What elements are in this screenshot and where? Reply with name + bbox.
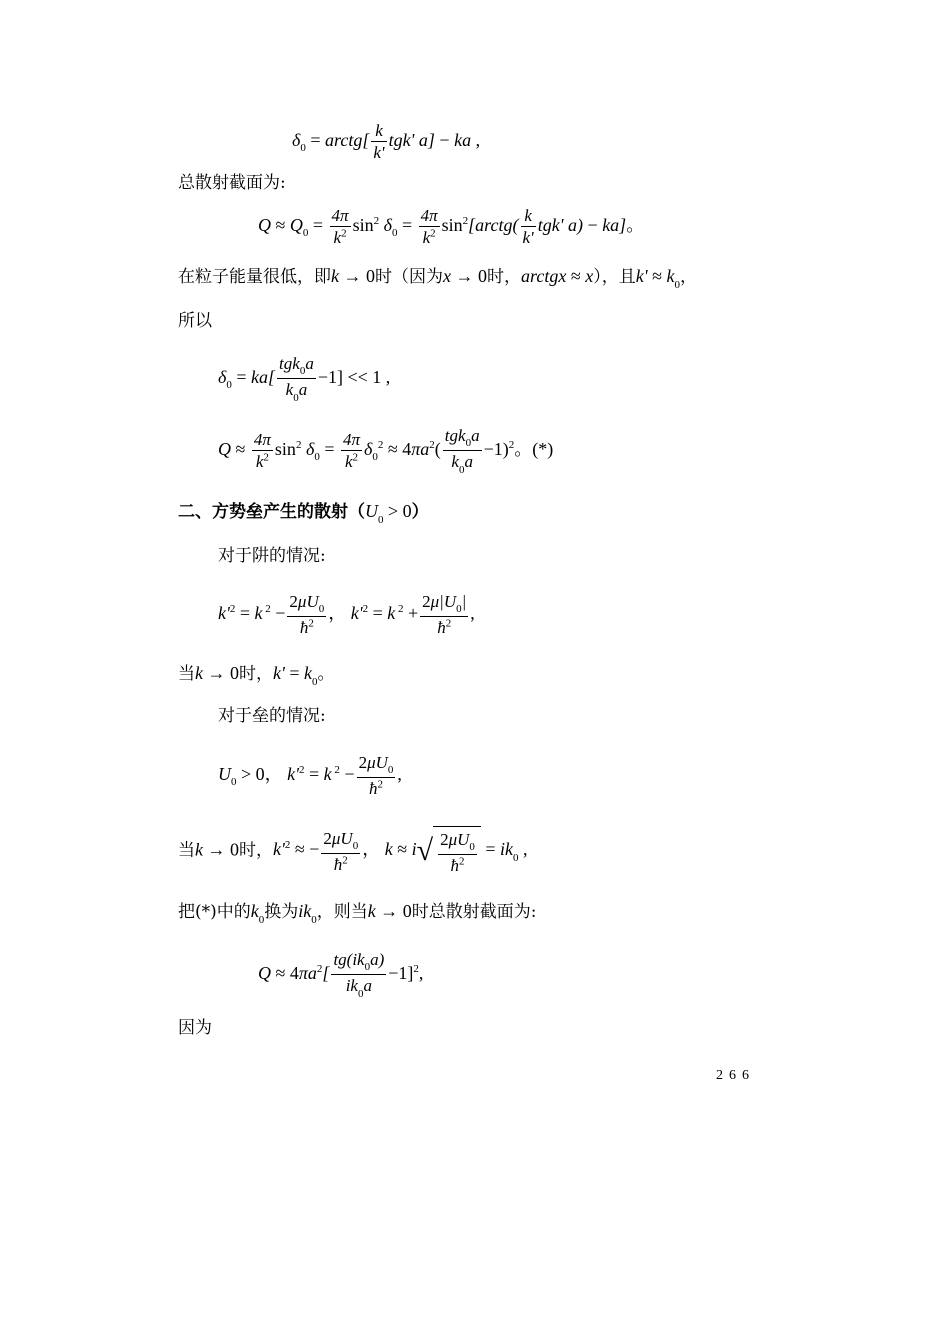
section2-heading-end: ） [411, 502, 429, 522]
equation-delta0-approx: $\delta_0 = ka$[ $\frac{tgk_0a}{k_0a}$ −1] << 1 , [218, 354, 391, 404]
equation-well-k: $k'^2 = k$ $^2$ − $\frac{2\mu U_0}{ħ^2}$ ， $k'^2 = k$ $^2$ + $\frac{2\mu|U_0|}{ħ^2}$ , [218, 592, 475, 638]
text-for-barrier: 对于垒的情况: [218, 706, 326, 726]
text-low-energy-mid1: 时（因为 [375, 267, 443, 287]
text-low-energy-mid2: 时， [487, 267, 521, 287]
text-replace-then: ，则当 [316, 902, 368, 922]
text-when-end-2: 时， [239, 840, 273, 861]
equation-q-barrier: $Q \approx 4\pi a^2$[ $\frac{tg(ik_0a)}{ik_0a}$ −1]$^2$, [258, 950, 424, 1000]
text-period-1: 。 [317, 664, 335, 684]
text-replace-pre: 把(*)中的 [178, 902, 251, 922]
text-low-energy-pre: 在粒子能量很低，即 [178, 267, 331, 287]
text-when-1: 当 [178, 664, 195, 684]
star-mark: (*) [532, 438, 554, 459]
section2-heading-text: 二、方势垒产生的散射（ [178, 502, 365, 522]
text-replace: 把(*)中的$k_0$换为$ik_0$，则当k → 0时总散射截面为: [178, 901, 537, 926]
text-when-2: 当 [178, 840, 195, 861]
text-replace-end: 时总散射截面为: [411, 902, 537, 922]
text-replace-mid: 换为 [264, 902, 299, 922]
text-when-barrier: 当k → 0时，$k'^2$ ≈ − $\frac{2\mu U_0}{ħ^2}$ ， k ≈ i√ $\frac{2\mu U_0}{ħ^2}$ = $ik_0$ , [178, 826, 528, 876]
text-because: 因为 [178, 1018, 212, 1038]
text-low-energy-mid3: ），且 [593, 267, 636, 287]
text-when-well: 当k → 0时，$k' = k_0$。 [178, 663, 335, 688]
equation-delta0: $\delta_0$ = arctg[ $\frac{k}{k'}$ tgk' a] − ka , [292, 121, 481, 163]
equation-q-approx: Q ≈ $\frac{4\pi}{k^2}$ $\sin^2 \delta_0$ = $\frac{4\pi}{k^2}$ $\delta_0^2 \approx 4\pi a^2$( $\frac{tgk_0a}{k_0a}$ −1)$^2$。(*) [218, 426, 554, 476]
text-low-energy: 在粒子能量很低，即k → 0时（因为x → 0时，arctgx ≈ x），且$k' \approx k_0$， [178, 266, 697, 291]
equation-barrier-k: $U_0 > 0$， $k'^2 = k$ $^2$ − $\frac{2\mu U_0}{ħ^2}$ , [218, 753, 402, 799]
equation-cross-section: $Q \approx Q_0$ = $\frac{4\pi}{k^2}$ $\sin^2 \delta_0$ = $\frac{4\pi}{k^2}$ $\sin^2[arctg$( $\frac{k}{k'}$ tgk' a) − ka]。 [258, 206, 645, 248]
text-for-well: 对于阱的情况: [218, 546, 326, 566]
section2-heading: 二、方势垒产生的散射$(U_0 > 0)$ [178, 501, 429, 526]
text-low-energy-end: ， [679, 267, 697, 287]
page-number: 266 [716, 1068, 755, 1083]
text-so: 所以 [178, 311, 212, 331]
text-total-cross-section: 总散射截面为: [178, 173, 286, 193]
text-when-end-1: 时， [239, 664, 273, 684]
